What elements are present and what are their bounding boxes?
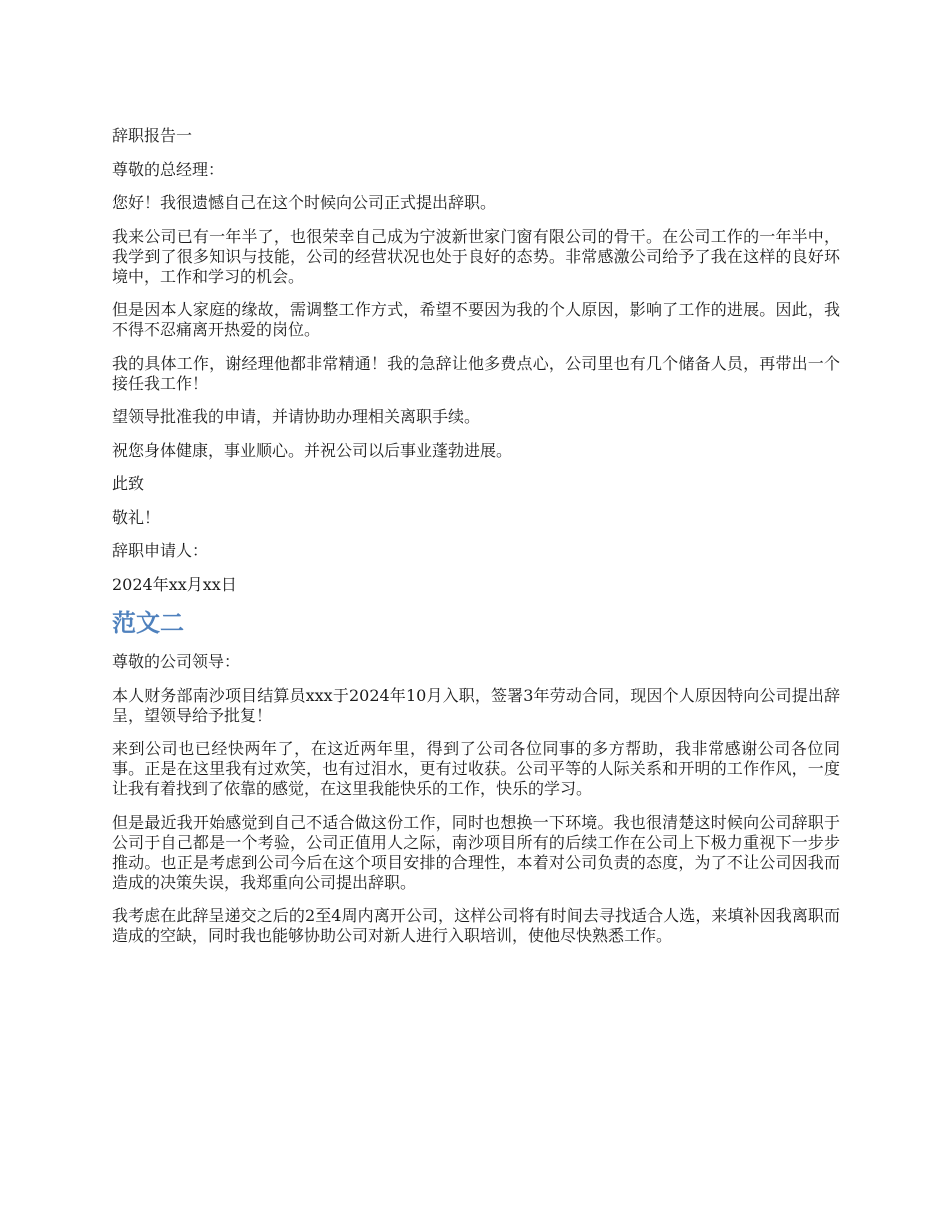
- paragraph: 您好！我很遗憾自己在这个时候向公司正式提出辞职。: [112, 193, 497, 212]
- paragraph: 祝您身体健康，事业顺心。并祝公司以后事业蓬勃进展。: [112, 440, 513, 460]
- closing-line: 敬礼！: [112, 507, 161, 527]
- paragraph: 来到公司也已经快两年了，在这近两年里，得到了公司各位同事的多方帮助，我非常感谢公司各位同事。正是在这里我有过欢笑，也有过泪水，更有过收获。公司平等的人际关系和开明的工作作风，一度让我有着找到了依靠的感觉，在这里我能快乐的工作，快乐的学习。: [112, 739, 840, 798]
- paragraph: 但是最近我开始感觉到自己不适合做这份工作，同时也想换一下环境。我也很清楚这时候向公司辞职于公司于自己都是一个考验，公司正值用人之际，南沙项目所有的后续工作在公司上下极力重视下一步步推动。也正是考虑到公司今后在这个项目安排的合理性，本着对公司负责的态度，为了不让公司因我而造成的决策失误，我郑重向公司提出辞职。: [112, 812, 840, 892]
- letter-title: 辞职报告一: [112, 126, 193, 145]
- paragraph: 我来公司已有一年半了，也很荣幸自己成为宁波新世家门窗有限公司的骨干。在公司工作的一年半中，我学到了很多知识与技能，公司的经营状况也处于良好的态势。非常感激公司给予了我在这样的良好环境中，工作和学习的机会。: [112, 226, 840, 286]
- salutation: 尊敬的总经理：: [112, 159, 225, 179]
- paragraph: 但是因本人家庭的缘故，需调整工作方式，希望不要因为我的个人原因，影响了工作的进展。因此，我不得不忍痛离开热爱的岗位。: [112, 300, 840, 339]
- date-line: 2024年xx月xx日: [112, 574, 237, 594]
- signer-line: 辞职申请人：: [112, 541, 209, 560]
- paragraph: 我的具体工作，谢经理他都非常精通！我的急辞让他多费点心，公司里也有几个储备人员，再带出一个接任我工作！: [112, 353, 840, 393]
- paragraph: 我考虑在此辞呈递交之后的2至4周内离开公司，这样公司将有时间去寻找适合人选，来填补因我离职而造成的空缺，同时我也能够协助公司对新人进行入职培训，使他尽快熟悉工作。: [112, 906, 840, 945]
- document-page: [112, 126, 840, 960]
- section-heading: 范文二: [112, 609, 184, 637]
- paragraph: 本人财务部南沙项目结算员xxx于2024年10月入职，签署3年劳动合同，现因个人原因特向公司提出辞呈，望领导给予批复！: [112, 685, 840, 725]
- salutation: 尊敬的公司领导：: [112, 652, 241, 671]
- paragraph: 望领导批准我的申请，并请协助办理相关离职手续。: [112, 407, 481, 426]
- closing-line: 此致: [112, 474, 145, 493]
